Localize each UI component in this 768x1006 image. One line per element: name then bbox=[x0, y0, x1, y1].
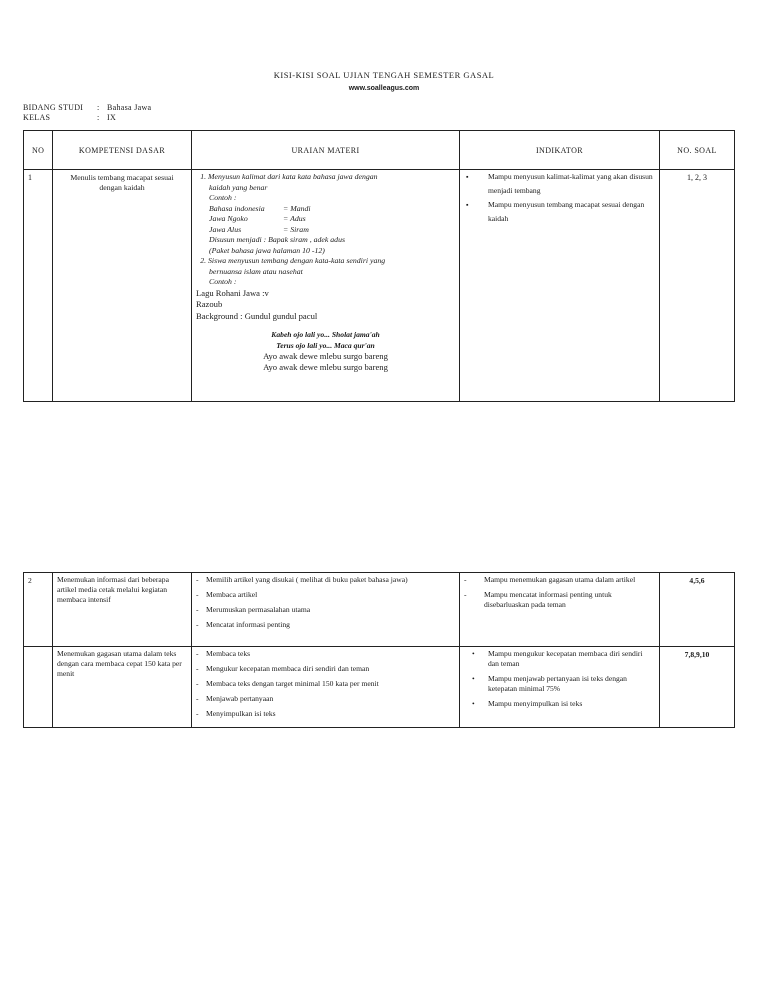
materi-line-3 bbox=[196, 225, 455, 236]
materi-item: - Membaca teks bbox=[196, 649, 455, 659]
cell-indikator bbox=[460, 647, 660, 728]
indikator-item: • Mampu menjawab pertanyaan isi teks dengan ketepatan minimal 75% bbox=[472, 674, 655, 694]
materi-line-2 bbox=[196, 214, 455, 225]
materi-item-1-text: Menyusun kalimat dari kata kata bahasa jawa dengan bbox=[208, 172, 378, 181]
materi-item: - Memilih artikel yang disukai ( melihat di buku paket bahasa jawa) bbox=[196, 575, 455, 585]
header-indikator: INDIKATOR bbox=[460, 131, 660, 170]
materi-item: - Membaca artikel bbox=[196, 590, 455, 600]
meta-subject bbox=[23, 103, 151, 112]
materi-paket: (Paket bahasa jawa halaman 10 -12) bbox=[209, 245, 325, 255]
meta-subject-key: BIDANG STUDI bbox=[23, 103, 84, 112]
materi-item: - Merumuskan permasalahan utama bbox=[196, 605, 455, 615]
meta-class-key: KELAS bbox=[23, 113, 51, 122]
cell-indikator bbox=[460, 170, 660, 402]
meta-subject-sep: : bbox=[97, 103, 100, 112]
indikator-item-1: ▪ Mampu menyusun kalimat-kalimat yang akan disusun menjadi tembang bbox=[466, 170, 655, 198]
materi-contoh-1: Contoh : bbox=[209, 193, 237, 202]
header-no-soal: NO. SOAL bbox=[660, 131, 735, 170]
materi-item-2-cont: bernuansa islam atau nasehat bbox=[209, 266, 303, 276]
materi-line-3-value: = Siram bbox=[283, 224, 309, 234]
materi-item-2-text: Siswa menyusun tembang dengan kata-kata sendiri yang bbox=[208, 256, 386, 265]
materi-item: - Mengukur kecepatan membaca diri sendiri dan teman bbox=[196, 664, 455, 674]
materi-contoh-2: Contoh : bbox=[209, 277, 237, 286]
materi-item-1 bbox=[208, 172, 455, 183]
table-row bbox=[24, 170, 735, 402]
materi-razoub: Razoub bbox=[196, 299, 223, 309]
materi-line-2-value: = Adus bbox=[283, 214, 306, 223]
cell-kompetensi: Menemukan gagasan utama dalam teks dengan cara membaca cepat 150 kata per menit bbox=[53, 647, 192, 728]
cell-no-soal: 1, 2, 3 bbox=[660, 170, 735, 402]
grid-table-2 bbox=[23, 572, 735, 728]
cell-materi bbox=[192, 170, 460, 402]
indikator-item: • Mampu menyimpulkan isi teks bbox=[472, 699, 655, 709]
materi-line-1-value: = Mandi bbox=[283, 203, 311, 213]
header-row bbox=[24, 131, 735, 170]
cell-kompetensi: Menemukan informasi dari beberapa artikel media cetak melalui kegiatan membaca intensif bbox=[53, 573, 192, 647]
cell-indikator bbox=[460, 573, 660, 647]
materi-item-2 bbox=[208, 256, 455, 267]
header-kompetensi: KOMPETENSI DASAR bbox=[53, 131, 192, 170]
meta-class bbox=[23, 113, 116, 122]
header-no: NO bbox=[24, 131, 53, 170]
materi-lagu: Lagu Rohani Jawa :v bbox=[196, 287, 269, 298]
cell-no-soal: 4,5,6 bbox=[660, 573, 735, 647]
song-line-2: Terus ojo lali yo... Maca qur'an bbox=[276, 340, 375, 350]
song-line-3: Ayo awak dewe mlebu surgo bareng bbox=[263, 351, 388, 361]
meta-subject-value: Bahasa Jawa bbox=[107, 103, 152, 112]
materi-line-3-label: Jawa Alus bbox=[209, 224, 242, 234]
materi-line-1 bbox=[196, 204, 455, 215]
cell-no: 2 bbox=[24, 573, 53, 647]
materi-item: - Mencatat informasi penting bbox=[196, 620, 455, 630]
table-row bbox=[24, 647, 735, 728]
meta-class-value: IX bbox=[107, 113, 117, 122]
song-line-1: Kabeh ojo lali yo... Sholat jama'ah bbox=[271, 330, 380, 339]
document-title: KISI-KISI SOAL UJIAN TENGAH SEMESTER GASAL bbox=[273, 70, 495, 80]
song-lyrics bbox=[196, 330, 455, 373]
materi-item-1-cont: kaidah yang benar bbox=[209, 182, 268, 192]
song-line-4: Ayo awak dewe mlebu surgo bareng bbox=[263, 362, 388, 372]
materi-line-1-label: Bahasa indonesia bbox=[209, 203, 265, 213]
cell-materi bbox=[192, 647, 460, 728]
materi-item: - Membaca teks dengan target minimal 150 kata per menit bbox=[196, 679, 455, 689]
materi-background: Background : Gundul gundul pacul bbox=[196, 310, 318, 321]
table-row bbox=[24, 573, 735, 647]
indikator-item: • Mampu mengukur kecepatan membaca diri sendiri dan teman bbox=[472, 649, 655, 669]
indikator-item: - Mampu mencatat informasi penting untuk disebarluaskan pada teman bbox=[464, 590, 655, 610]
cell-materi bbox=[192, 573, 460, 647]
materi-disusun: Disusun menjadi : Bapak siram , adek adus bbox=[209, 235, 346, 244]
cell-no bbox=[24, 647, 53, 728]
cell-no-soal: 7,8,9,10 bbox=[660, 647, 735, 728]
cell-kompetensi: Menulis tembang macapat sesuai dengan kaidah bbox=[53, 170, 192, 402]
materi-item: - Menjawab pertanyaan bbox=[196, 694, 455, 704]
header-materi: URAIAN MATERI bbox=[192, 131, 460, 170]
cell-no: 1 bbox=[24, 170, 53, 402]
materi-item: - Menyimpulkan isi teks bbox=[196, 709, 455, 719]
indikator-item-2: ▪ Mampu menyusun tembang macapat sesuai dengan kaidah bbox=[466, 198, 655, 226]
meta-class-sep: : bbox=[97, 113, 100, 122]
website-url: www.soalleagus.com bbox=[348, 85, 420, 92]
materi-line-2-label: Jawa Ngoko bbox=[209, 214, 248, 223]
grid-table-1 bbox=[23, 130, 735, 402]
indikator-item: - Mampu menemukan gagasan utama dalam artikel bbox=[464, 575, 655, 585]
